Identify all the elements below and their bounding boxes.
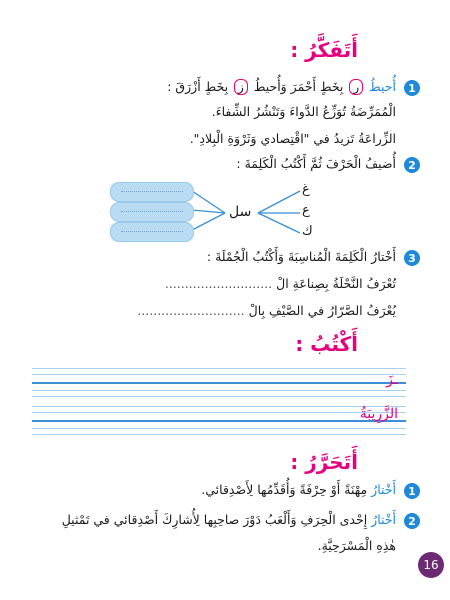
letter-option-3: ك <box>302 224 313 239</box>
letter-box-blue[interactable]: ز <box>234 79 248 95</box>
answer-field-3[interactable] <box>110 222 194 242</box>
free-task-1-text: مِهْنَةً أَوْ حِرْفَةً وَأُقَدِّمُها لِأَصْدِقائي. <box>201 482 368 497</box>
letter-branch-diagram <box>0 178 450 248</box>
free-task-2-text: إِحْدى الْحِرَفِ وَأَلْعَبُ دَوْرَ صاحِبِها لِأُشارِكَ أَصْدِقائي في تَمْثيلِ <box>61 512 368 527</box>
free-number-1: 1 <box>404 483 420 499</box>
question-number-3: 3 <box>404 250 420 266</box>
q1-instruction <box>30 78 396 96</box>
writing-lines[interactable] <box>32 360 406 440</box>
root-word: سل <box>229 204 252 220</box>
q3-sentence-1-text: تُعْرَفُ النَّحْلَةُ بِصِناعَةِ الْ <box>276 276 396 291</box>
free-number-2: 2 <box>404 513 420 529</box>
free-task-1 <box>30 481 396 499</box>
q1-instruction-end: بِخَطٍ أَزْرَقَ : <box>167 79 229 94</box>
section-title-write: أَكْتُبُ : <box>295 332 358 356</box>
section-title-think: أَتَفَكَّرُ : <box>290 38 358 62</box>
letter-box-red[interactable]: ر <box>349 79 363 95</box>
letter-option-1: غ <box>302 182 310 197</box>
q3-blank-1[interactable]: ........................... <box>164 276 273 291</box>
letter-option-2: ع <box>302 203 310 218</box>
q3-blank-2[interactable]: ........................... <box>137 303 245 318</box>
question-number-1: 1 <box>404 80 420 96</box>
free-task-2-continued: هٰذِهِ الْمَسْرَحِيَّةِ. <box>317 538 396 553</box>
free-task-2 <box>30 511 396 529</box>
q2-instruction: أُضيفُ الْحَرْفَ ثُمَّ أَكْتُبُ الْكَلِمَةَ : <box>236 156 396 171</box>
q3-sentence-2 <box>30 302 396 320</box>
q1-instruction-mid: بِخَطٍ أَحْمَرَ وَأُحيطُ <box>253 79 344 94</box>
page-number-badge: 16 <box>418 552 444 578</box>
write-model-2: الزَّرِيبَةُ <box>359 406 398 422</box>
answer-field-2[interactable] <box>110 202 194 222</box>
q3-sentence-1 <box>30 275 396 293</box>
free-task-1-verb: أَخْتارُ <box>371 482 396 497</box>
q3-sentence-2-text: يُعْرَفُ الصَّرّارُ في الصَّيْفِ بِالْ <box>248 303 396 318</box>
question-number-2: 2 <box>404 157 420 173</box>
answer-field-1[interactable] <box>110 182 194 202</box>
q1-sentence-2: الزِّراعَةُ تَزيدُ في "اقْتِصادي وَثَرْوَةِ الْبِلادِ". <box>189 131 396 146</box>
write-model-1: ـزَ <box>386 372 398 388</box>
free-task-2-verb: أَخْتارُ <box>371 512 396 527</box>
q1-verb: أُحيطُ <box>369 79 396 94</box>
q3-instruction: أَخْتارُ الْكَلِمَةَ الْمُناسِبَةَ وَأَكْتُبُ الْجُمْلَةَ : <box>206 249 396 264</box>
section-title-free: أَتَحَرَّرُ : <box>290 450 358 474</box>
q1-sentence-1: الْمُمَرِّضَةُ تُوَزِّعُ الدَّواءَ وَتَنْشُرُ الشِّفاءَ. <box>211 104 396 119</box>
